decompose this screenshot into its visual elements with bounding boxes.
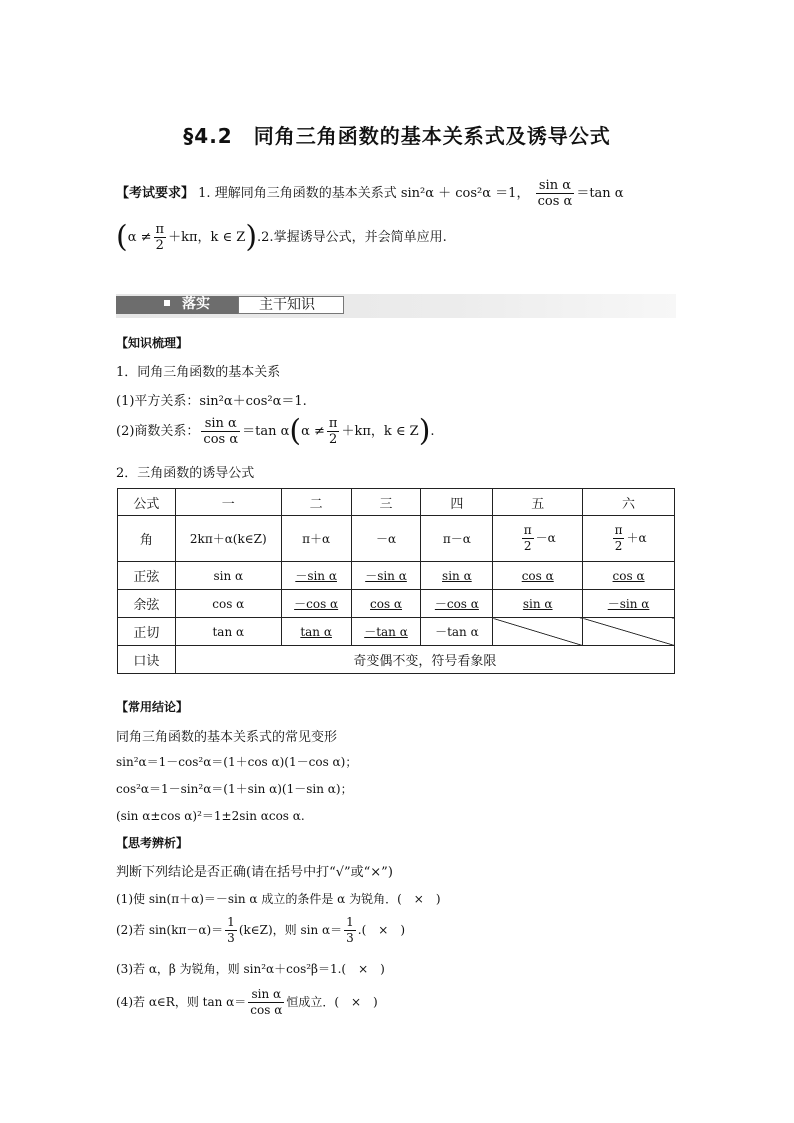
table-row: 口诀 奇变偶不变，符号看象限: [118, 646, 675, 674]
section-banner: [116, 294, 676, 318]
exam-requirement-text2: ＝tan α: [576, 186, 624, 201]
conclusion-line-1: sin²α＝1－cos²α＝(1＋cos α)(1－cos α)；: [116, 755, 358, 769]
table-row: 余弦 cos α －cos α cos α －cos α sin α －sin α: [118, 590, 675, 618]
question-1: (1)使 sin(π＋α)＝－sin α 成立的条件是 α 为锐角．( × ): [116, 892, 441, 906]
banner-left-label: 落实: [182, 296, 210, 312]
exam-requirement-text1: 1. 理解同角三角函数的基本关系式 sin²α ＋ cos²α ＝1，: [198, 186, 530, 201]
banner-right-label: 主干知识: [259, 297, 315, 313]
exam-requirement-text3: .2.掌握诱导公式，并会简单应用.: [257, 230, 447, 245]
induction-formula-table: [117, 488, 675, 674]
conclusion-line-2: cos²α＝1－sin²α＝(1＋sin α)(1－sin α)；: [116, 782, 353, 796]
table-row: 正切 tan α tan α －tan α －tan α: [118, 618, 675, 646]
table-row: 角 2kπ＋α(k∈Z) π＋α －α π－α $\frac{\pi}{2}$ －α $\frac{\pi}{2}$ ＋α: [118, 516, 675, 562]
quotient-fraction: $\frac{\text{sin α}}{\text{cos α}}$: [537, 178, 573, 209]
conclusions-heading: 同角三角函数的基本关系式的常见变形: [116, 730, 338, 745]
knowledge-heading-1: 1．同角三角函数的基本关系: [116, 365, 281, 380]
knowledge-label: 【知识梳理】: [116, 336, 189, 350]
condition-text: α ≠: [127, 230, 152, 245]
table-row: 正弦 sin α －sin α －sin α sin α cos α cos α: [118, 562, 675, 590]
empty-diagonal-cell: [493, 618, 583, 646]
conclusions-label: 【常用结论】: [116, 700, 189, 714]
reflection-heading: 判断下列结论是否正确(请在括号中打“√”或“×”): [116, 865, 393, 880]
condition-text2: ＋kπ，k ∈ Z: [168, 230, 246, 245]
question-3: (3)若 α，β 为锐角，则 sin²α＋cos²β＝1.( × ): [116, 962, 385, 976]
question-4: (4)若 α∈R，则 tan α＝ $\frac{\text{sin α}}{\text{cos α}}$ 恒成立．( × ): [116, 987, 378, 1017]
pi-half-fraction: $\frac{\pi}{2}$: [155, 222, 165, 253]
banner-light-block: [238, 296, 344, 314]
quotient-relation: (2)商数关系： $\frac{\text{sin α}}{\text{cos α}}$ ＝tan α(α ≠ $\frac{\pi}{2}$ ＋kπ，k ∈ Z).: [116, 413, 435, 449]
reflection-label: 【思考辨析】: [116, 836, 189, 850]
mnemonic-rhyme: 奇变偶不变，符号看象限: [175, 646, 674, 674]
banner-square-icon: [164, 300, 170, 306]
exam-requirement-line2: (α ≠ $\frac{\pi}{2}$ ＋kπ，k ∈ Z).2.掌握诱导公式，并会简单应用.: [116, 219, 447, 255]
exam-requirement-label: 【考试要求】: [116, 186, 195, 201]
conclusion-line-3: (sin α±cos α)²＝1±2sin αcos α.: [116, 809, 305, 823]
square-relation: (1)平方关系：sin²α＋cos²α＝1.: [116, 394, 307, 409]
question-2: (2)若 sin(kπ－α)＝ $\frac{1}{3}$ (k∈Z)，则 sin α＝ $\frac{1}{3}$ .( × ): [116, 915, 406, 945]
exam-requirement-line1: [116, 178, 624, 209]
banner-dark-block: [116, 296, 238, 314]
empty-diagonal-cell: [583, 618, 675, 646]
knowledge-heading-2: 2．三角函数的诱导公式: [116, 466, 255, 481]
page-title: §4.2 同角三角函数的基本关系式及诱导公式: [183, 124, 611, 148]
table-row: 公式 一 二 三 四 五 六: [118, 489, 675, 516]
